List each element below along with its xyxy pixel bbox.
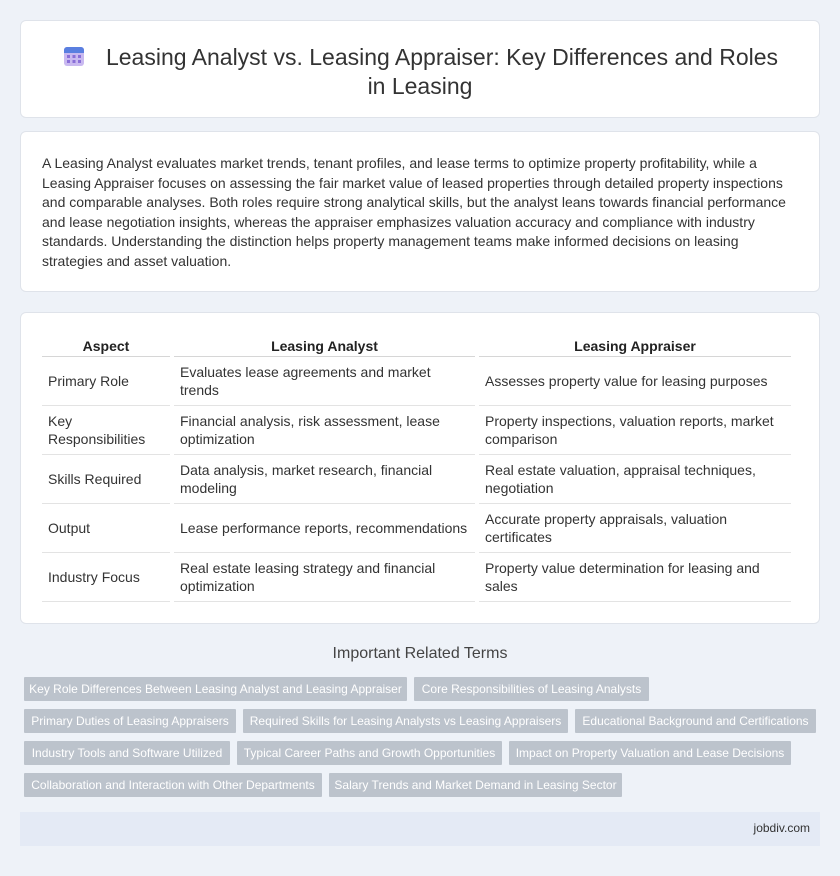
page-title: Leasing Analyst vs. Leasing Appraiser: Key Differences and Roles in Leasing [105, 44, 779, 99]
intro-text: A Leasing Analyst evaluates market trends, tenant profiles, and lease terms to optimize property profitability, while a Leasing Appraiser focuses on assessing the fair market value of leased properties through detailed property inspections and comparable analyses. Both roles require strong analytical skills, but the analyst leans towards financial performance and lease negotiation insights, whereas the appraiser emphasizes valuation accuracy and compliance with industry standards. Understanding the distinction helps property management teams make informed decisions on leasing strategies and asset valuation. [42, 155, 786, 269]
header-card [20, 20, 820, 118]
page-title-wrap [21, 43, 819, 101]
cell-aspect: Output [42, 504, 170, 553]
intro-card [20, 131, 820, 292]
header-aspect: Aspect [42, 335, 170, 357]
cell-appraiser: Assesses property value for leasing purposes [479, 357, 791, 406]
related-term-chip[interactable]: Collaboration and Interaction with Other Departments [24, 773, 322, 797]
table-row [42, 406, 791, 455]
cell-appraiser: Real estate valuation, appraisal techniques, negotiation [479, 455, 791, 504]
related-term-chip[interactable]: Salary Trends and Market Demand in Leasing Sector [329, 773, 622, 797]
related-term-chip[interactable]: Key Role Differences Between Leasing Analyst and Leasing Appraiser [24, 677, 407, 701]
cell-aspect: Industry Focus [42, 553, 170, 602]
footer-site-link[interactable]: jobdiv.com [753, 821, 810, 835]
related-term-chip[interactable]: Primary Duties of Leasing Appraisers [24, 709, 236, 733]
cell-aspect: Primary Role [42, 357, 170, 406]
cell-appraiser: Property inspections, valuation reports, market comparison [479, 406, 791, 455]
header-leasing-analyst: Leasing Analyst [174, 335, 475, 357]
cell-analyst: Evaluates lease agreements and market trends [174, 357, 475, 406]
table-row [42, 357, 791, 406]
table-row [42, 553, 791, 602]
related-term-chip[interactable]: Industry Tools and Software Utilized [24, 741, 230, 765]
cell-analyst: Financial analysis, risk assessment, lease optimization [174, 406, 475, 455]
comparison-card [20, 312, 820, 624]
related-term-chip[interactable]: Educational Background and Certifications [575, 709, 816, 733]
related-terms-title: Important Related Terms [332, 645, 508, 662]
cell-analyst: Lease performance reports, recommendations [174, 504, 475, 553]
related-term-chip[interactable]: Required Skills for Leasing Analysts vs Leasing Appraisers [243, 709, 568, 733]
table-row [42, 455, 791, 504]
cell-analyst: Data analysis, market research, financial modeling [174, 455, 475, 504]
comparison-table [38, 335, 795, 602]
related-term-chip[interactable]: Typical Career Paths and Growth Opportunities [237, 741, 502, 765]
header-leasing-appraiser: Leasing Appraiser [479, 335, 791, 357]
cell-aspect: Skills Required [42, 455, 170, 504]
related-term-chip[interactable]: Core Responsibilities of Leasing Analysts [414, 677, 649, 701]
table-header-row [42, 335, 791, 357]
cell-aspect: Key Responsibilities [42, 406, 170, 455]
table-row [42, 504, 791, 553]
cell-appraiser: Accurate property appraisals, valuation certificates [479, 504, 791, 553]
calendar-icon [62, 44, 86, 68]
related-term-chip[interactable]: Impact on Property Valuation and Lease Decisions [509, 741, 791, 765]
footer [20, 812, 820, 846]
cell-analyst: Real estate leasing strategy and financial optimization [174, 553, 475, 602]
cell-appraiser: Property value determination for leasing and sales [479, 553, 791, 602]
